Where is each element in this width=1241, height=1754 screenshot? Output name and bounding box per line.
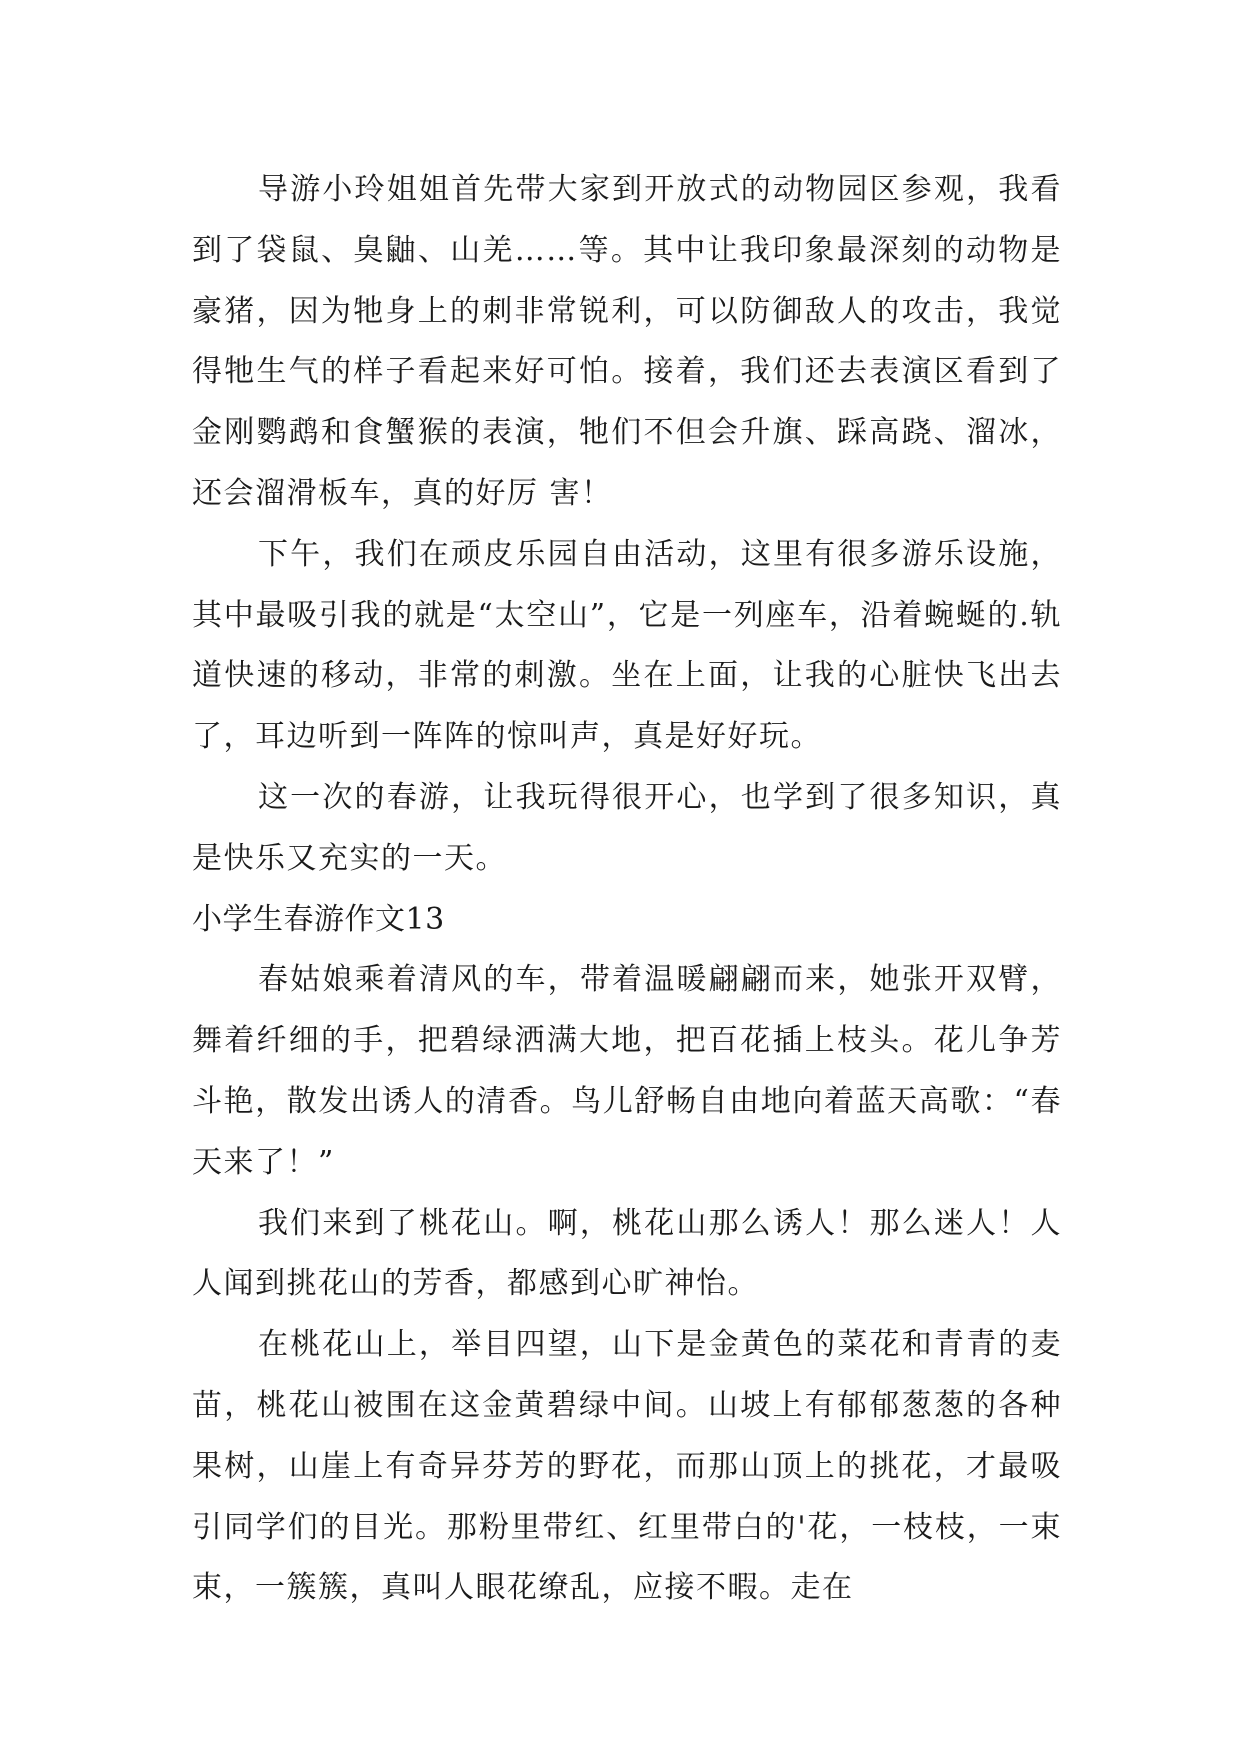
paragraph: 下午，我们在顽皮乐园自由活动，这里有很多游乐设施，其中最吸引我的就是“太空山”，它是一列座车，沿着蜿蜒的.轨道快速的移动，非常的刺激。坐在上面，让我的心脏快飞出去了，耳边听到一阵阵的惊叫声，真是好好玩。 (192, 536, 1062, 755)
paragraph: 我们来到了桃花山。啊，桃花山那么诱人！那么迷人！人人闻到挑花山的芳香，都感到心旷神怡。 (192, 1205, 1062, 1302)
paragraph: 在桃花山上，举目四望，山下是金黄色的菜花和青青的麦苗，桃花山被围在这金黄碧绿中间。山坡上有郁郁葱葱的各种果树，山崖上有奇异芬芳的野花，而那山顶上的挑花，才最吸引同学们的目光。那粉里带红、红里带白的'花，一枝枝，一束束，一簇簇，真叫人眼花缭乱，应接不暇。走在 (192, 1327, 1062, 1606)
paragraph: 这一次的春游，让我玩得很开心，也学到了很多知识，真是快乐又充实的一天。 (192, 779, 1062, 876)
paragraph: 导游小玲姐姐首先带大家到开放式的动物园区参观，我看到了袋鼠、臭鼬、山羌……等。其中让我印象最深刻的动物是豪猪，因为牠身上的刺非常锐利，可以防御敌人的攻击，我觉得牠生气的样子看起来好可怕。接着，我们还去表演区看到了金刚鹦鹉和食蟹猴的表演，牠们不但会升旗、踩高跷、溜冰，还会溜滑板车，真的好厉 害！ (192, 172, 1062, 511)
section-heading: 小学生春游作文13 (192, 901, 445, 937)
document-body (192, 160, 1062, 1619)
paragraph: 春姑娘乘着清风的车，带着温暖翩翩而来，她张开双臂，舞着纤细的手，把碧绿洒满大地，把百花插上枝头。花儿争芳斗艳，散发出诱人的清香。鸟儿舒畅自由地向着蓝天高歌：“春天来了！” (192, 962, 1062, 1180)
